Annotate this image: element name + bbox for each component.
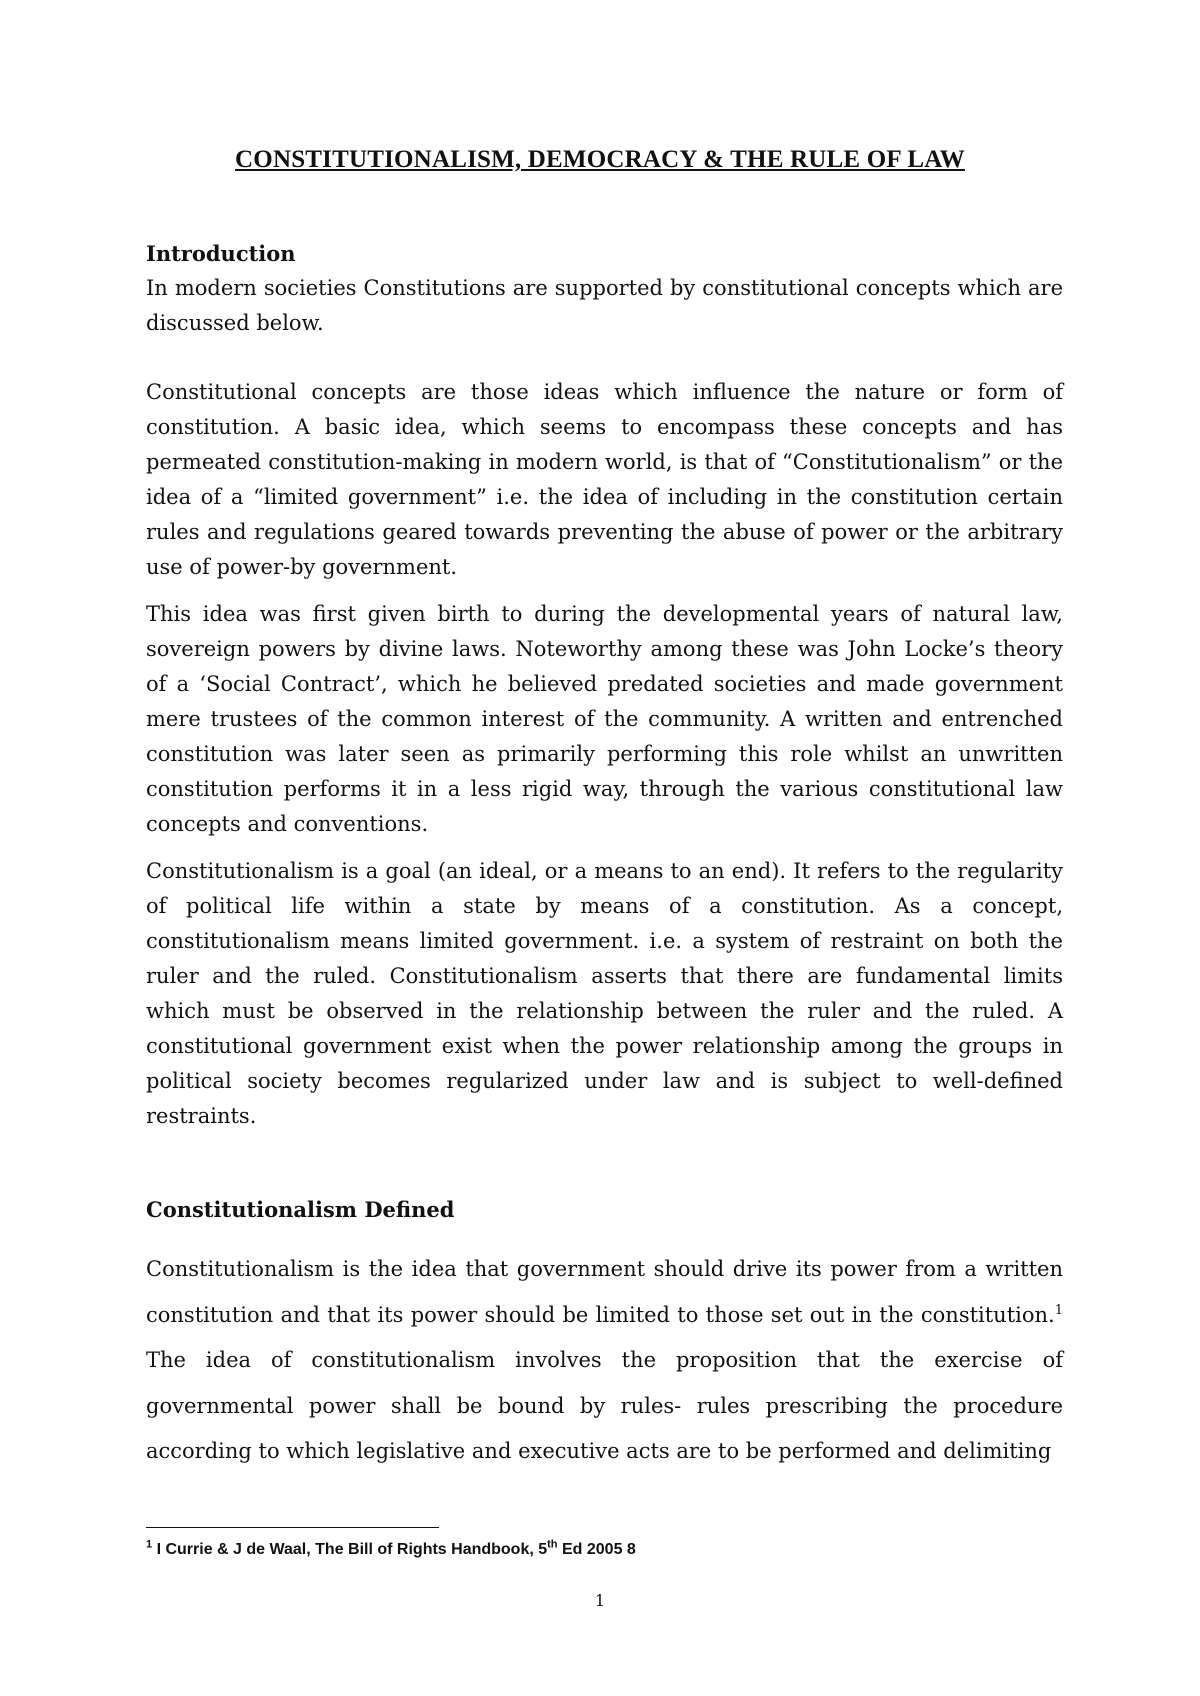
footnote-reference[interactable]: 1 — [1054, 1302, 1063, 1318]
paragraph-intro-4: Constitutionalism is a goal (an ideal, or a means to an end). It refers to the regularity of political life within a state by means of a constitution. As a concept, constitutionalism means limited government. i.e. a system of restraint on both the ruler and the ruled. Constitutionalism asserts that there are fundamental limits which must be observed in the relationship between the ruler and the ruled. A constitutional government exist when the power relationship among the groups in political society becomes regularized under law and is subject to well-defined restraints. — [146, 859, 1063, 1128]
footnote-text-before: I Currie & J de Waal, The Bill of Rights Handbook, 5 — [156, 1541, 548, 1558]
footnote-text-after: Ed 2005 8 — [557, 1541, 636, 1558]
paragraph-intro-3: This idea was first given birth to during the developmental years of natural law, sovereign powers by divine laws. Noteworthy among these was John Locke’s theory of a ‘Social Contract’, which he believed predated societies and made government mere trustees of the common interest of the community. A written and entrenched constitution was later seen as primarily performing this role whilst an unwritten constitution performs it in a less rigid way, through the various constitutional law concepts and conventions. — [146, 602, 1063, 836]
document-title: CONSTITUTIONALISM, DEMOCRACY & THE RULE OF LAW — [235, 146, 965, 173]
document-body — [146, 236, 1063, 1475]
paragraph-definition — [146, 1247, 1063, 1475]
paragraph-definition-part1: Constitutionalism is the idea that government should drive its power from a written constitution and that its power should be limited to those set out in the constitution. — [146, 1257, 1063, 1327]
paragraph-intro-1: In modern societies Constitutions are supported by constitutional concepts which are discussed below. — [146, 276, 1063, 335]
section-heading-constitutionalism-defined: Constitutionalism Defined — [146, 1197, 455, 1222]
footnote-superscript: th — [547, 1538, 558, 1551]
footnote-marker: 1 — [146, 1538, 153, 1551]
section-heading-introduction: Introduction — [146, 241, 296, 266]
footnote-separator — [146, 1527, 439, 1528]
paragraph-definition-part2: The idea of constitutionalism involves the proposition that the exercise of governmental power shall be bound by rules- rules prescribing the procedure according to which legislative and executive acts are to be performed and delimiting — [146, 1348, 1063, 1463]
paragraph-intro-2: Constitutional concepts are those ideas which influence the nature or form of constitution. A basic idea, which seems to encompass these concepts and has permeated constitution-making in modern world, is that of “Constitutionalism” or the idea of a “limited government” i.e. the idea of including in the constitution certain rules and regulations geared towards preventing the abuse of power or the arbitrary use of power-by government. — [146, 380, 1063, 579]
page-number: 1 — [594, 1591, 606, 1610]
footnote — [146, 1538, 636, 1562]
